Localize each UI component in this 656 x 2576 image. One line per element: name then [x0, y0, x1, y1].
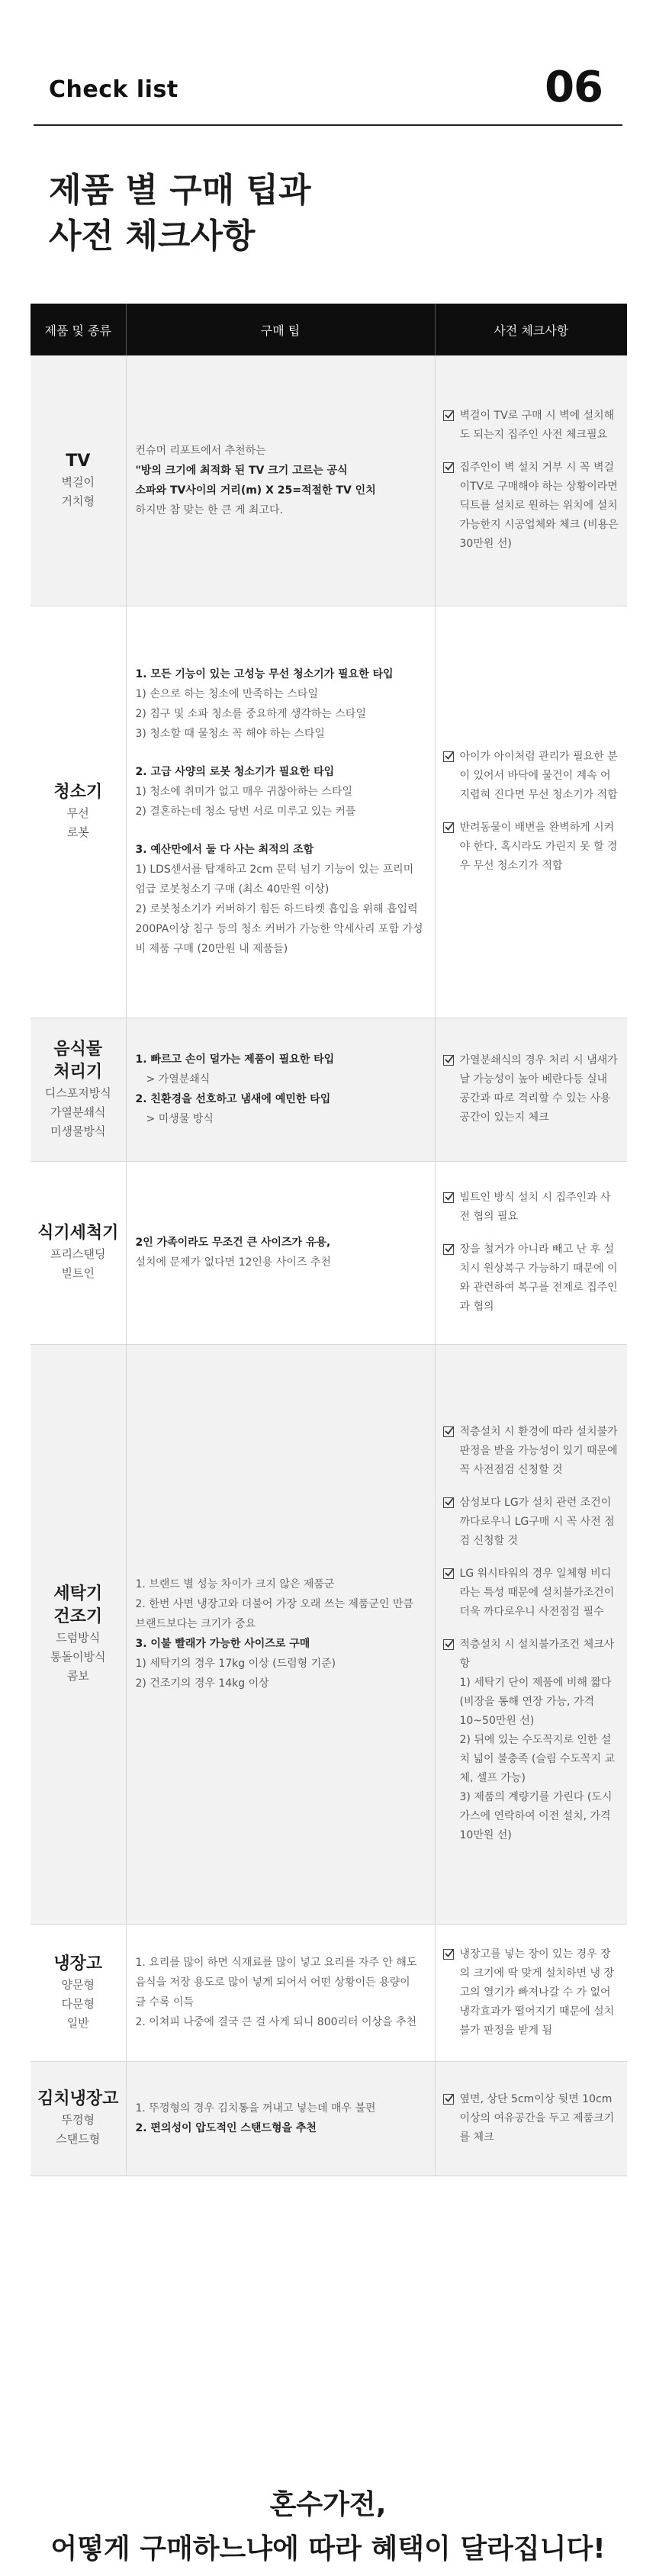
table-row	[31, 1018, 627, 1161]
check-item	[443, 818, 620, 876]
product-type: 무선	[66, 806, 89, 820]
product-type: 다문형	[61, 1996, 95, 2011]
table-row	[31, 355, 627, 606]
checkbox-checked-icon	[443, 410, 454, 421]
check-item	[443, 458, 620, 554]
check-text: 장을 철거가 아니라 빼고 난 후 설치시 원상복구 가능하기 때문에 이와 관련하여 복구를 전제로 집주인과 협의	[459, 1243, 618, 1313]
product-type: 통돌이방식	[50, 1649, 106, 1664]
table-row	[31, 1924, 627, 2061]
check-item	[443, 1423, 620, 1480]
tip-line: "방의 크기에 최적화 된 TV 크기 고르는 공식	[135, 464, 348, 477]
checkbox-checked-icon	[443, 1055, 454, 1066]
buying-tips-cell	[126, 1924, 435, 2061]
product-name: TV	[66, 451, 91, 471]
product-cell	[31, 1018, 126, 1161]
check-item	[443, 1494, 620, 1551]
product-name: 음식물	[53, 1039, 103, 1059]
footer-line-1: 혼수가전,	[269, 2489, 387, 2520]
pre-check-cell	[435, 355, 627, 606]
check-text: 아이가 아이처럼 관리가 필요한 분이 있어서 바닥에 물건이 계속 어지렵혀 진다면 무선 청소기가 적합	[459, 751, 618, 801]
product-type: 프리스탠딩	[50, 1247, 106, 1261]
header-divider	[34, 124, 622, 126]
checkbox-checked-icon	[443, 1949, 454, 1960]
tip-line: 하지만 참 맞는 한 큰 게 최고다.	[135, 503, 283, 516]
product-cell	[31, 1924, 126, 2061]
product-cell	[31, 2061, 126, 2176]
buying-tips-cell	[126, 2061, 435, 2176]
tip-line: 2. 친환경을 선호하고 냄새에 예민한 타입	[135, 1093, 331, 1105]
table-row	[31, 1344, 627, 1924]
check-item	[443, 2090, 620, 2147]
table-row	[31, 1161, 627, 1344]
footer-line-2: 어떻게 구매하느냐에 따라 혜택이 달라집니다!	[50, 2533, 606, 2565]
check-text: 집주인이 벽 설치 거부 시 꼭 벽걸이TV로 구매해야 하는 상황이라면 딕트를 설치로 원하는 위치에 설치 가능한지 시공업체와 체크 (비용은 30만원 선)	[459, 461, 619, 551]
tip-line: 1. 요리를 많이 하면 식재료를 많이 넣고 요리를 자주 안 해도 음식을 저장 용도로 많이 넣게 되어서 어떤 상황이든 용량이 클 수록 이득	[135, 1957, 417, 2008]
column-header-product: 제품 및 종류	[31, 304, 126, 355]
tip-line: 1) 세탁기의 경우 17kg 이상 (드럼형 기준)	[135, 1658, 336, 1670]
product-type: 거치형	[61, 494, 95, 508]
table-row	[31, 2061, 627, 2176]
checkbox-checked-icon	[443, 1497, 454, 1508]
pre-check-cell	[435, 1924, 627, 2061]
column-header-checks: 사전 체크사항	[435, 304, 627, 355]
tip-line: 2. 편의성이 압도적인 스탠드형을 추천	[135, 2122, 317, 2134]
product-type: 미생물방식	[50, 1124, 106, 1138]
check-item	[443, 748, 620, 805]
checkbox-checked-icon	[443, 1568, 454, 1579]
table-header-row	[31, 304, 627, 355]
tip-line: 1. 브랜드 별 성능 차이가 크지 않은 제품군	[135, 1578, 335, 1590]
product-type: 뚜껑형	[61, 2113, 95, 2127]
product-name: 식기세척기	[37, 1224, 119, 1243]
product-name: 건조기	[53, 1606, 103, 1626]
tip-line: 1) 손으로 하는 청소에 만족하는 스타일	[135, 688, 318, 700]
product-name: 청소기	[53, 783, 103, 802]
product-name: 김치냉장고	[37, 2089, 119, 2108]
tip-line: 3. 예산만에서 둘 다 사는 최적의 조합	[135, 844, 314, 856]
tip-line: 1) 청소에 취미가 없고 매우 귀찮아하는 스타일	[135, 786, 353, 798]
check-text: 삼성보다 LG가 설치 관련 조건이 까다로우니 LG구매 시 꼭 사전 점검 신청할 것	[459, 1497, 615, 1547]
product-cell	[31, 1344, 126, 1924]
tip-line: 2인 가족이라도 무조건 큰 사이즈가 유용,	[135, 1237, 331, 1249]
product-type: 양문형	[61, 1977, 95, 1992]
tip-line: 2. 이쳐피 나중에 결국 큰 걸 사게 되니 800리터 이상을 추천	[135, 2016, 417, 2028]
tip-line: 3. 이불 빨래가 가능한 사이즈로 구매	[135, 1638, 310, 1650]
check-text: 냉장고를 넣는 장이 있는 경우 장의 크기에 딱 맞게 설치하면 냉 장고의 열기가 빠져나갈 수 가 없어 냉각효과가 떨어지기 때문에 설치 불가 판정을 받게 됨	[459, 1947, 615, 2037]
product-name: 처리기	[53, 1062, 103, 1082]
buying-tips-cell	[126, 355, 435, 606]
product-type: 벽걸이	[61, 474, 95, 489]
pre-check-cell	[435, 2061, 627, 2176]
table-row	[31, 606, 627, 1018]
tip-line: 2. 한번 사면 냉장고와 더불어 가장 오래 쓰는 제품군인 만큼 브랜드보다는 크기가 중요	[135, 1598, 413, 1630]
tip-line: 2) 결혼하는데 청소 당번 서로 미루고 있는 커플	[135, 806, 356, 818]
buying-tips-cell	[126, 606, 435, 1018]
product-type: 스탠드형	[56, 2132, 101, 2146]
pre-check-cell	[435, 606, 627, 1018]
checkbox-checked-icon	[443, 751, 454, 762]
check-item	[443, 1635, 620, 1845]
check-item	[443, 1945, 620, 2041]
checklist-table	[31, 304, 627, 2176]
checkbox-checked-icon	[443, 1192, 454, 1203]
checkbox-checked-icon	[443, 1639, 454, 1650]
check-item	[443, 1188, 620, 1227]
title-line-1: 제품 별 구매 팁과	[49, 171, 311, 210]
product-type: 가열분쇄식	[50, 1105, 106, 1119]
tip-line: > 가열분쇄식	[146, 1073, 211, 1085]
tip-line: 2. 고급 사양의 로봇 청소기가 필요한 타입	[135, 766, 335, 778]
footer-message	[0, 2483, 656, 2571]
checkbox-checked-icon	[443, 462, 454, 473]
page-header	[0, 0, 656, 133]
product-type: 로봇	[66, 825, 89, 839]
page-title	[49, 168, 310, 259]
checkbox-checked-icon	[443, 2094, 454, 2105]
product-type: 콤보	[66, 1668, 89, 1683]
checkbox-checked-icon	[443, 1426, 454, 1437]
check-text: 적층설치 시 환경에 따라 설치불가판정을 받을 가능성이 있기 때문에 꼭 사전점검 신청할 것	[459, 1426, 618, 1476]
pre-check-cell	[435, 1161, 627, 1344]
check-item	[443, 407, 620, 445]
column-header-tips: 구매 팁	[126, 304, 435, 355]
check-text: 빌트인 방식 설치 시 집주인과 사전 협의 필요	[459, 1192, 611, 1223]
tip-line: 3) 청소할 때 물청소 꼭 해야 하는 스타일	[135, 728, 325, 740]
section-number: 06	[545, 63, 603, 112]
check-text: 적층설치 시 설치불가조건 체크사항 1) 세탁기 단이 제품에 비해 짧다 (비장을 통해 연장 가능, 가격 10~50만원 선) 2) 뒤에 있는 수도꼭지로 인한 설치 넓이 불충족 (슬림 수도꼭지 교체, 셀프 가능) 3) 제품의 계량기를 가린다 (도시가스에 연락하여 이전 설치, 가격 10만원 선)	[459, 1639, 616, 1841]
product-cell	[31, 606, 126, 1018]
tip-line: 설치에 문제가 없다면 12인용 사이즈 추천	[135, 1256, 331, 1269]
tip-line: 2) 침구 및 소파 청소를 중요하게 생각하는 스타일	[135, 708, 366, 720]
check-text: 벽걸이 TV로 구매 시 벽에 설치해도 되는지 집주인 사전 체크필요	[459, 410, 615, 442]
check-item	[443, 1051, 620, 1127]
check-text: LG 워시타워의 경우 일체형 비디라는 특성 때문에 설치불가조건이 더욱 까다로우니 사전점검 필수	[459, 1568, 615, 1618]
product-type: 일반	[66, 2015, 89, 2030]
checklist-label: Check list	[49, 76, 178, 103]
check-text: 가열분쇄식의 경우 처리 시 냄새가 날 가능성이 높아 베란다등 실내 공간과 따로 격리할 수 있는 사용 공간이 있는지 체크	[459, 1054, 618, 1124]
tip-line: 소파와 TV사이의 거리(m) X 25=적절한 TV 인치	[135, 484, 376, 497]
tip-line: 1) LDS센서를 탑재하고 2cm 문턱 넘기 기능이 있는 프리미엄급 로봇청소기 구매 (최소 40만원 이상)	[135, 863, 414, 896]
product-name: 세탁기	[53, 1584, 103, 1603]
product-cell	[31, 1161, 126, 1344]
tip-line: 컨슈머 리포트에서 추천하는	[135, 444, 266, 457]
product-type: 드럼방식	[56, 1630, 101, 1645]
tip-line: 2) 로봇청소기가 커버하기 힘든 하드타켓 흡입을 위해 흡입력 200PA이상 침구 등의 청소 커버가 가능한 악세사리 포함 가성비 제품 구매 (20만원 내 제품들)	[135, 903, 423, 955]
tip-line: > 미생물 방식	[146, 1113, 214, 1125]
title-line-2: 사전 체크사항	[49, 217, 256, 256]
tip-line: 2) 건조기의 경우 14kg 이상	[135, 1677, 269, 1690]
product-name: 냉장고	[53, 1954, 103, 1973]
product-cell	[31, 355, 126, 606]
check-text: 옆면, 상단 5cm이상 뒷면 10cm이상의 여유공간을 두고 제품크기를 체크	[459, 2092, 615, 2143]
tip-line: 1. 빠르고 손이 덜가는 제품이 필요한 타입	[135, 1053, 335, 1066]
check-text: 반려동물이 배변을 완벽하게 시켜야 한다. 혹시라도 가린지 못 할 경우 무선 청소기가 적합	[459, 822, 618, 872]
buying-tips-cell	[126, 1018, 435, 1161]
product-type: 디스포저방식	[44, 1085, 111, 1100]
checkbox-checked-icon	[443, 1244, 454, 1255]
checkbox-checked-icon	[443, 822, 454, 833]
tip-line: 1. 뚜껑형의 경우 김치통을 꺼내고 넣는데 매우 불편	[135, 2102, 376, 2115]
pre-check-cell	[435, 1018, 627, 1161]
product-type: 빌트인	[61, 1266, 95, 1280]
tip-line: 1. 모든 기능이 있는 고성능 무선 청소기가 필요한 타입	[135, 668, 394, 680]
buying-tips-cell	[126, 1344, 435, 1924]
check-item	[443, 1565, 620, 1622]
buying-tips-cell	[126, 1161, 435, 1344]
pre-check-cell	[435, 1344, 627, 1924]
check-item	[443, 1240, 620, 1317]
